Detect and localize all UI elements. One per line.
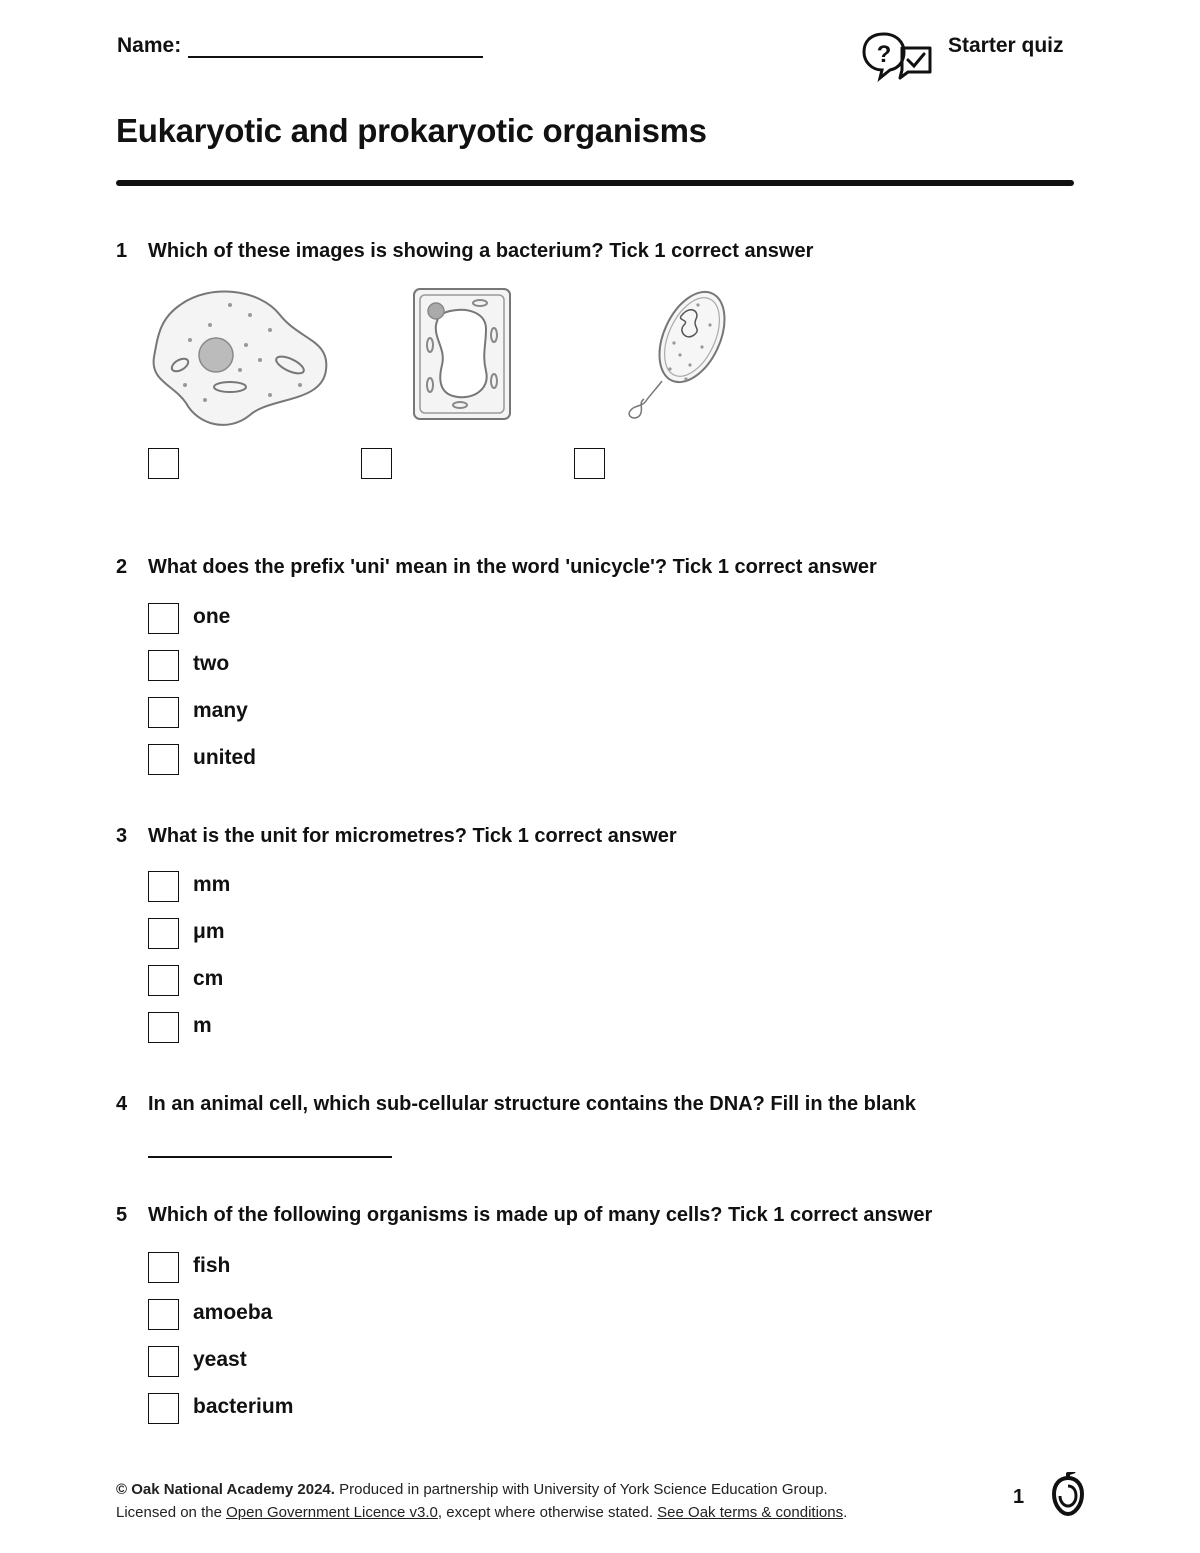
page-number: 1 [1013, 1486, 1025, 1508]
answer-checkbox[interactable] [148, 603, 179, 634]
oak-acorn-icon [1050, 1472, 1086, 1516]
animal-cell-icon [150, 285, 332, 427]
footer-period: . [843, 1504, 848, 1521]
question-text: What is the unit for micrometres? Tick 1 correct answer [148, 825, 677, 847]
footer-licensed-suffix: , except where otherwise stated. [437, 1504, 658, 1521]
page-title: Eukaryotic and prokaryotic organisms [116, 112, 707, 149]
question-text: What does the prefix 'uni' mean in the word 'unicycle'? Tick 1 correct answer [148, 556, 877, 578]
name-label: Name: [117, 34, 182, 57]
question-number: 1 [116, 240, 128, 262]
answer-option: amoeba [193, 1301, 273, 1324]
answer-checkbox[interactable] [148, 1299, 179, 1330]
answer-option: united [193, 746, 256, 769]
fill-in-blank-line[interactable] [148, 1156, 392, 1158]
answer-checkbox[interactable] [148, 1012, 179, 1043]
title-divider [116, 180, 1074, 186]
quiz-type-label: Starter quiz [948, 34, 1064, 57]
answer-option: fish [193, 1254, 231, 1277]
answer-option: mm [193, 873, 231, 896]
question-tick-speech-icon [860, 30, 936, 82]
question-number: 4 [116, 1093, 128, 1115]
answer-checkbox[interactable] [148, 918, 179, 949]
answer-checkbox[interactable] [148, 650, 179, 681]
answer-option: yeast [193, 1348, 247, 1371]
answer-checkbox-plant-cell[interactable] [361, 448, 392, 479]
answer-checkbox[interactable] [148, 697, 179, 728]
answer-option: many [193, 699, 248, 722]
answer-option: cm [193, 967, 224, 990]
answer-checkbox[interactable] [148, 744, 179, 775]
answer-checkbox-bacterium[interactable] [574, 448, 605, 479]
answer-checkbox[interactable] [148, 965, 179, 996]
terms-link[interactable]: See Oak terms & conditions [657, 1504, 844, 1521]
answer-checkbox[interactable] [148, 871, 179, 902]
answer-checkbox[interactable] [148, 1393, 179, 1424]
footer-partnership: Produced in partnership with University of York Science Education Group. [334, 1481, 828, 1498]
question-text: Which of these images is showing a bacterium? Tick 1 correct answer [148, 240, 814, 262]
answer-checkbox-animal-cell[interactable] [148, 448, 179, 479]
answer-option: two [193, 652, 230, 675]
question-number: 2 [116, 556, 128, 578]
answer-checkbox[interactable] [148, 1252, 179, 1283]
answer-option: m [193, 1014, 212, 1037]
footer-org: © Oak National Academy 2024. [116, 1481, 335, 1498]
answer-option: μm [193, 920, 225, 943]
question-number: 3 [116, 825, 128, 847]
answer-checkbox[interactable] [148, 1346, 179, 1377]
answer-option: one [193, 605, 231, 628]
svg-text:?: ? [876, 41, 892, 68]
question-text: In an animal cell, which sub-cellular structure contains the DNA? Fill in the blank [148, 1093, 916, 1115]
answer-option: bacterium [193, 1395, 294, 1418]
plant-cell-icon [410, 285, 514, 423]
footer-credits [116, 1478, 847, 1524]
footer-licensed-prefix: Licensed on the [116, 1504, 227, 1521]
licence-link[interactable]: Open Government Licence v3.0 [226, 1504, 438, 1521]
bacterium-cell-icon [620, 285, 730, 425]
question-text: Which of the following organisms is made up of many cells? Tick 1 correct answer [148, 1204, 933, 1226]
name-input-line[interactable] [188, 56, 483, 58]
question-number: 5 [116, 1204, 128, 1226]
